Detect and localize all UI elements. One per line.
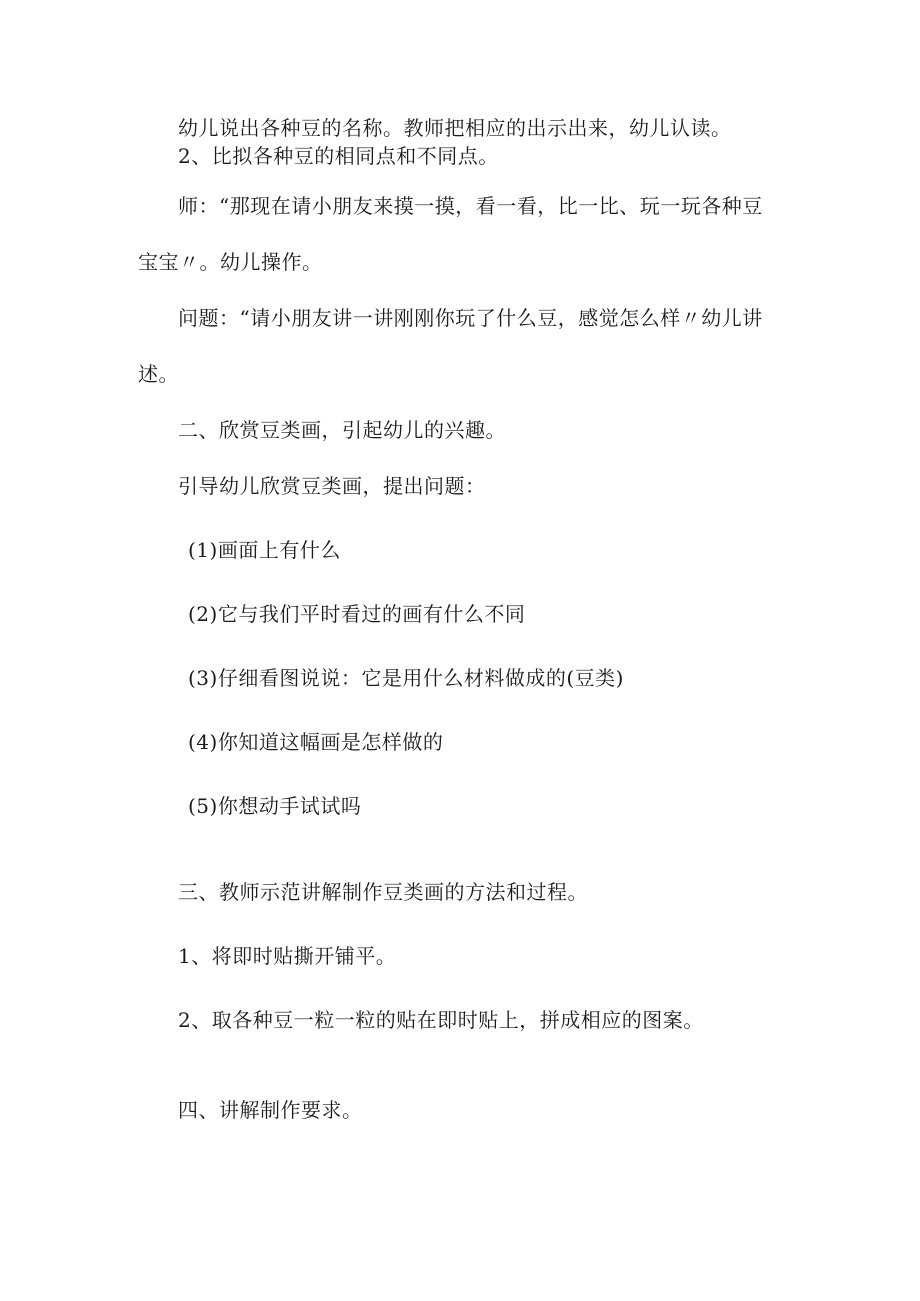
paragraph-line: 宝宝〃。幼儿操作。 xyxy=(138,250,323,274)
paragraph-line: 2、比拟各种豆的相同点和不同点。 xyxy=(178,144,499,168)
question-item: (3)仔细看图说说：它是用什么材料做成的(豆类) xyxy=(188,666,624,690)
question-item: (2)它与我们平时看过的画有什么不同 xyxy=(188,602,526,626)
paragraph-line: 师：“那现在请小朋友来摸一摸，看一看，比一比、玩一玩各种豆 xyxy=(178,194,763,218)
section-heading: 三、教师示范讲解制作豆类画的方法和过程。 xyxy=(178,880,588,904)
section-heading: 二、欣赏豆类画，引起幼儿的兴趣。 xyxy=(178,418,506,442)
paragraph-line: 幼儿说出各种豆的名称。教师把相应的出示出来，幼儿认读。 xyxy=(178,116,732,140)
paragraph-line: 引导幼儿欣赏豆类画，提出问题： xyxy=(178,474,486,498)
paragraph-line: 问题：“请小朋友讲一讲刚刚你玩了什么豆，感觉怎么样〃幼儿讲 xyxy=(178,306,763,330)
step-item: 1、将即时贴撕开铺平。 xyxy=(178,944,397,968)
question-item: (1)画面上有什么 xyxy=(188,538,341,562)
question-item: (4)你知道这幅画是怎样做的 xyxy=(188,730,444,754)
paragraph-line: 述。 xyxy=(138,362,179,386)
section-heading: 四、讲解制作要求。 xyxy=(178,1098,363,1122)
question-item: (5)你想动手试试吗 xyxy=(188,794,362,818)
step-item: 2、取各种豆一粒一粒的贴在即时贴上，拼成相应的图案。 xyxy=(178,1008,704,1032)
